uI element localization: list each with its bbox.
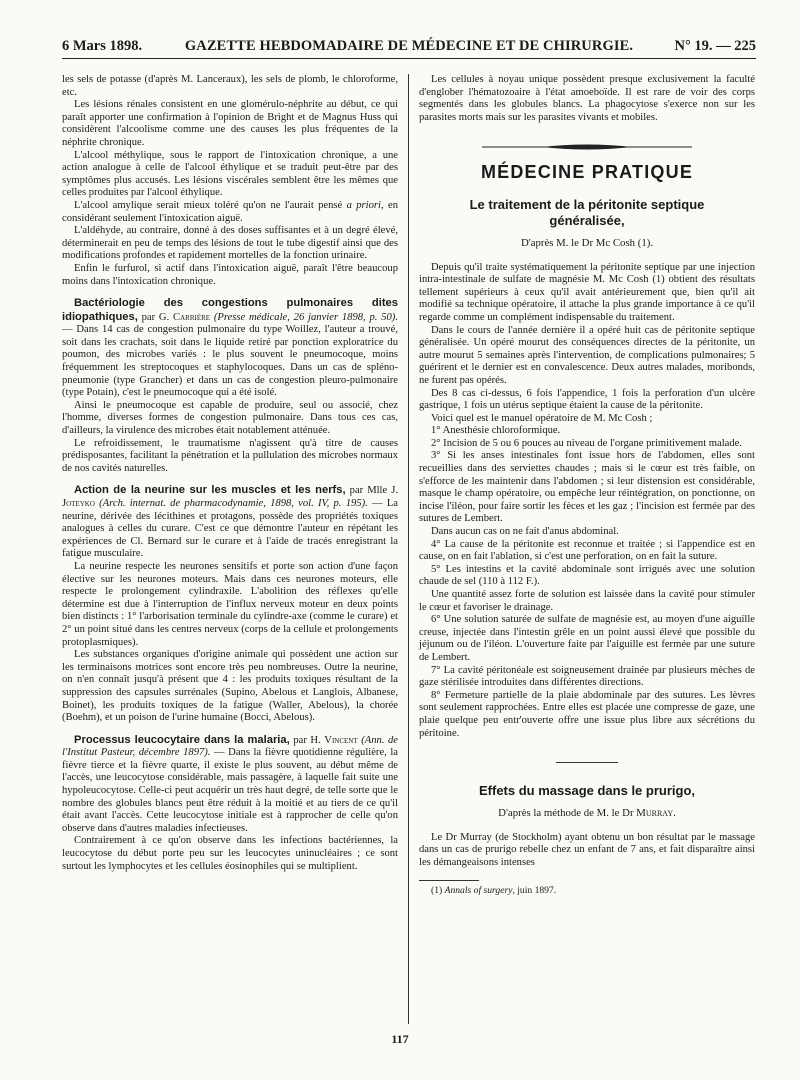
footnote: [419, 885, 755, 897]
article-neurine: [62, 484, 398, 561]
page-folio: 117: [391, 1032, 409, 1046]
author-name: Joteyko: [62, 498, 95, 509]
paragraph: Ainsi le pneumocoque est capable de produire, seul ou associé, chez l'homme, diverses formes de congestion pulmonaire. Dans tous ces cas, d'ailleurs, la virulence des microbes était notablement atténuée.: [62, 399, 398, 437]
text-run: D'après la méthode de M. le Dr: [498, 807, 637, 820]
step-item: 5° Les intestins et la cavité abdominale sont irrigués avec une solution chaude de sel (110 à 112 F.).: [419, 563, 755, 588]
paragraph: Les substances organiques d'origine animale qui possèdent une action sur les terminaisons motrices sont encore très peu nombreuses. Outre la neurine, on n'en connaît jusqu'à présent que 4 : les produits toxiques résultant de la suppression des capsules surrénales (Supino, Abelous et Langlois, Albanese, Boinet), les produits toxiques de la fatigue (Waller, Abelous), la chorée (Boehm), et un poison de l'urine humaine (Bocci, Abelous).: [62, 649, 398, 724]
source-citation: (Arch. internat. de pharmacodynamie, 1898, vol. IV, p. 195).: [94, 498, 368, 509]
footnote-rule: [419, 880, 479, 881]
article-byline: D'après M. le Dr Mc Cosh (1).: [520, 236, 654, 249]
step-item: 3° Si les anses intestinales font issue hors de l'abdomen, elles sont recueillies dans des serviettes chaudes ; mais si le cœur est très faible, on s'efforce de les maintenir dans l'abdomen ; si leur distension est considérable, masque le champ opératoire, ou empêche leur réintégration, on ponctionne, on incise l'iléon, pour faire sortir les fèces et les gaz ; l'incision est fermée par des sutures de Lembert.: [419, 450, 755, 525]
article-title: Effets du massage dans le prurigo,: [479, 783, 695, 799]
paragraph: Dans le cours de l'année dernière il a opéré huit cas de péritonite septique généralisée. Un opéré mourut des conséquences directes de la péritonite, un autre mourut 5 semaines après l'intervention, de complications pulmonaires; 5 guérirent et le dernier est en convalescence. Deux autres malades, moribonds, ne furent pas opérés.: [419, 324, 755, 386]
paragraph: Des 8 cas ci-dessus, 6 fois l'appendice, 1 fois la perforation d'un ulcère gastrique, 1 fois un utérus septique étaient la cause de la péritonite.: [419, 387, 755, 412]
paragraph: Une quantité assez forte de solution est laissée dans la cavité pour stimuler le cœur et favoriser le drainage.: [419, 589, 755, 613]
header-issue-page: N° 19. — 225: [674, 38, 756, 54]
paragraph: L'aldéhyde, au contraire, donné à des doses suffisantes et à un degré élevé, déterminerait en peu de temps des lésions de tout le tube digestif ainsi que des modifications profondes et rapidement mortelles de la fonction urinaire.: [62, 225, 398, 262]
paragraph: Enfin le furfurol, si actif dans l'intoxication aiguë, paraît l'être beaucoup moins dans l'intoxication chronique.: [62, 262, 398, 287]
paragraph: Les cellules à noyau unique possèdent presque exclusivement la faculté d'englober l'hématozoaire à l'état amoeboïde. Il est rare de voir des corps segmentés dans les globules blancs. La phagocytose s'exerce non sur les parasites morts mais sur les parasites vivants et mobiles.: [419, 74, 755, 123]
step-item: 6° Une solution saturée de sulfate de magnésie est, au moyen d'une aiguille creuse, injectée dans l'intestin grêle en un point aussi élevé que possible du jéjunum ou de l'iléon. L'ouverture faite par l'aiguille est fermée par une suture de Lembert.: [419, 614, 755, 663]
paragraph: [62, 200, 398, 225]
step-item: 7° La cavité péritonéale est soigneusement drainée par plusieurs mèches de gaze stérilisée introduites dans différentes directions.: [419, 664, 755, 689]
step-item: 1° Anesthésie chloroformique.: [431, 425, 561, 437]
ornament-rule-icon: [482, 142, 692, 152]
text-run: .: [673, 807, 676, 820]
left-column: [62, 74, 398, 873]
separator-rule: [556, 762, 618, 763]
text-run: — Dans 14 cas de congestion pulmonaire du type Woillez, l'auteur a trouvé, soit dans les crachats, soit dans le liquide retiré par ponction exploratrice du poumon, des microbes variés : le plus souvent le pneumocoque, moins fréquemment les streptocoques et staphylocoques. Dans un cas de spléno-pneumonie (type Grancher) et dans un cas de congestion pleuro-pulmonaire (type Potain), c'est le pneumocoque qui a été isolé.: [62, 324, 398, 399]
paragraph: Voici quel est le manuel opératoire de M. Mc Cosh ;: [431, 412, 653, 424]
article-title: Action de la neurine sur les muscles et les nerfs,: [74, 484, 346, 497]
source-citation: (Presse médicale, 26 janvier 1898, p. 50).: [210, 311, 398, 323]
author-name: Carrière: [173, 311, 211, 323]
italic-text: a priori: [346, 199, 381, 211]
header-journal-title: GAZETTE HEBDOMADAIRE DE MÉDECINE ET DE CHIRURGIE.: [184, 38, 634, 54]
article-bacteriologie: [62, 297, 398, 400]
paragraph: Les lésions rénales consistent en une glomérulo-néphrite au début, ce qui paraît apporter une confirmation à l'opinion de Bright et de Magnus Huss qui considèrent l'alcoolisme comme une des causes les plus fréquentes de la néphrite chronique.: [62, 99, 398, 148]
paragraph: Depuis qu'il traite systématiquement la péritonite septique par une injection intra-intestinale de sulfate de magnésie M. Mc Cosh (1) obtient des résultats tellement supérieurs à ceux qu'il avait antérieurement que, bien qu'il ait modifié sa technique opératoire, il attache la plus grande importance à ce qu'il regarde comme un complément indispensable du traitement.: [419, 261, 755, 323]
paragraph: La neurine respecte les neurones sensitifs et porte son action d'une façon élective sur les neurones moteurs. Mais dans ces neurones moteurs, elle respecte le prolongement cylindraxile. L'abolition des réflexes qu'elle détermine est due à l'interruption de l'influx nerveux moteur en deux points bien distincts : 1° l'arborisation terminale du cylindre-axe (comme le curare) et 2° un point situé dans les centres nerveux (corps de la cellule et prolongements protoplasmiques).: [62, 560, 398, 648]
step-item: 4° La cause de la péritonite est reconnue et traitée ; si l'appendice est en cause, on en fait l'ablation, si c'est une perforation, on en fait la suture.: [419, 538, 755, 563]
paragraph: Contrairement à ce qu'on observe dans les infections bactériennes, la leucocytose du début porte peu sur les leucocytes uninucléaires ; ce sont surtout les lymphocytes et les cellules éosinophiles qui se multiplient.: [62, 835, 398, 872]
text-run: par G.: [137, 311, 174, 323]
article-processus: [62, 734, 398, 836]
text-run: — La neurine, dérivée des lécithines et protagons, possède des propriétés toxiques analogues à celles du curare. C'est ce que démontre l'auteur en répétant les expériences de Cl. Bernard sur le curare et à l'aide de tracés enregistrant la fatigue musculaire.: [62, 498, 398, 560]
running-header: [62, 36, 756, 59]
text-run: , juin 1897.: [512, 884, 557, 896]
text-run: (1): [431, 884, 445, 896]
text-run: par H.: [289, 734, 325, 746]
paragraph: Le refroidissement, le traumatisme n'agissent qu'à titre de causes prédisposantes, facilitant la pénétration et la pullulation des microbes normaux de nos cavités naturelles.: [62, 437, 398, 474]
italic-text: Annals of surgery: [444, 884, 513, 896]
right-column: [419, 74, 755, 896]
step-item: 8° Fermeture partielle de la plaie abdominale par des sutures. Les lèvres sont seulement rapprochées. Entre elles est placée une compresse de gaze, une plaie quelque peu entr'ouverte offre une issue plus libre aux sécrétions du péritoine.: [419, 689, 755, 739]
paragraph: Dans aucun cas on ne fait d'anus abdominal.: [431, 526, 619, 538]
column-divider: [408, 74, 409, 1024]
paragraph: Le Dr Murray (de Stockholm) ayant obtenu un bon résultat par le massage dans un cas de prurigo rebelle chez un enfant de 7 ans, et fait disparaître ainsi les démangeaisons intenses: [419, 831, 755, 868]
article-title: Processus leucocytaire dans la malaria,: [74, 733, 290, 746]
step-item: 2° Incision de 5 ou 6 pouces au niveau de l'organe primitivement malade.: [431, 437, 743, 449]
text-run: par Mlle J.: [345, 485, 398, 497]
paragraph: les sels de potasse (d'après M. Lanceraux), les sels de plomb, le chloroforme, etc.: [62, 74, 398, 98]
text-run: — Dans la fièvre quotidienne régulière, la fièvre tierce et la fièvre quarte, il existe le plus souvent, au début même de l'accès, une leucocytose considérable, mais passagère, à laquelle fait suite une hypoleucocytose. Celle-ci peut acquérir un très haut degré, de telle sorte que le nombre des globules blancs peut être réduit à la moitié et au tiers de ce qu'il était avant l'accès. Cette leucocytose initiale est à rapprocher de celle qu'on observe dans d'autres maladies infectieuses.: [62, 747, 399, 834]
article-byline: [419, 807, 755, 820]
author-name: Murray: [636, 807, 674, 820]
author-name: Vincent: [324, 734, 358, 746]
header-date: 6 Mars 1898.: [62, 38, 143, 54]
section-heading: MÉDECINE PRATIQUE: [480, 162, 694, 183]
article-title: Bactériologie des congestions pulmonaires dites idiopathiques,: [62, 297, 398, 323]
text-run: L'alcool amylique serait mieux toléré qu'on ne l'aurait pensé: [74, 199, 347, 211]
paragraph: L'alcool méthylique, sous le rapport de l'intoxication chronique, a une action analogue à celle de l'alcool éthylique et se traduit peut-être par des symptômes plus accusés. Les lésions viscérales semblent être les mêmes que celles produites par l'alcool éthylique.: [62, 149, 398, 199]
source-citation: (Ann. de l'Institut Pasteur, décembre 1897).: [62, 734, 399, 759]
text-run: , en considérant seulement l'intoxication aiguë.: [62, 199, 399, 224]
article-title: Le traitement de la péritonite septique généralisée,: [469, 196, 705, 228]
